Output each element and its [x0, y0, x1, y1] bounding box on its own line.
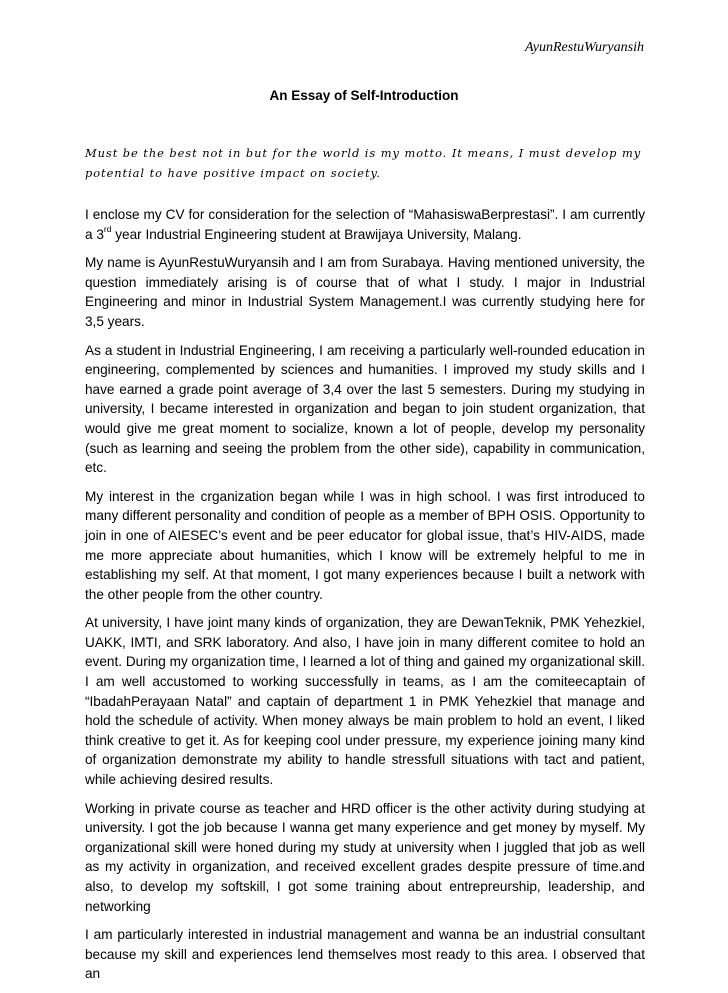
document-title: An Essay of Self-Introduction	[269, 88, 459, 103]
essay-body	[85, 205, 645, 993]
motto-line: potential to have positive impact on society.	[85, 166, 381, 180]
ordinal-suffix: rd	[103, 224, 112, 235]
motto	[85, 143, 665, 183]
paragraph: Working in private course as teacher and HRD officer is the other activity during studying at university. I got the job because I wanna get many experience and get money by myself. My organizational skill were honed during my study at university when I juggled that job as well as my activity in organization, and received excellent grades despite pressure of time.and also, to develop my softskill, I got some training about entrepreurship, leadership, and networking	[85, 800, 645, 914]
paragraph: As a student in Industrial Engineering, I am receiving a particularly well-rounded education in engineering, complemented by sciences and humanities. I improved my study skills and I have earned a grade point average of 3,4 over the last 5 semesters. During my studying in university, I became interested in organization and began to join student organization, that would give me great moment to socialize, known a lot of people, develop my personality (such as learning and seeing the problem from the other side), capability in communication, etc.	[85, 342, 645, 476]
paragraph-text: year Industrial Engineering student at Brawijaya University, Malang.	[111, 226, 522, 242]
paragraph: My name is AyunRestuWuryansih and I am from Surabaya. Having mentioned university, the question immediately arising is of course that of what I study. I major in Industrial Engineering and minor in Industrial System Management.I was currently studying here for 3,5 years.	[85, 255, 645, 329]
paragraph: My interest in the crganization began while I was in high school. I was first introduced to many different personality and condition of people as a member of BPH OSIS. Opportunity to join in one of AIESEC’s event and be peer educator for global issue, that’s HIV-AIDS, made me more appreciate about humanities, which I know will be extremely helpful to me in establishing my self. At that moment, I got many experiences because I built a network with the other people from the other country.	[85, 488, 645, 602]
motto-line: Must be the best not in but for the world is my motto. It means, I must develop my	[85, 146, 642, 160]
header-author: AyunRestuWuryansih	[525, 40, 644, 55]
paragraph	[85, 205, 645, 244]
paragraph: I am particularly interested in industrial management and wanna be an industrial consultant because my skill and experiences lend themselves most ready to this area. I observed that an	[85, 927, 645, 982]
paragraph-text: I enclose my CV for consideration for the selection of “MahasiswaBerprestasi”. I am currently a 3	[85, 207, 645, 242]
paragraph: At university, I have joint many kinds of organization, they are DewanTeknik, PMK Yehezkiel, UAKK, IMTI, and SRK laboratory. And also, I have join in many different comitee to hold an event. During my organization time, I learned a lot of thing and gained my organizational skill. I am well accustomed to working successfully in teams, as I am the comiteecaptain of “IbadahPerayaan Natal” and captain of department 1 in PMK Yehezkiel that manage and hold the schedule of activity. When money always be main problem to hold an event, I liked think creative to get it. As for keeping cool under pressure, my experience joining many kind of organization demonstrate my ability to handle stressfull situations with tact and patient, while achieving desired results.	[85, 615, 645, 788]
